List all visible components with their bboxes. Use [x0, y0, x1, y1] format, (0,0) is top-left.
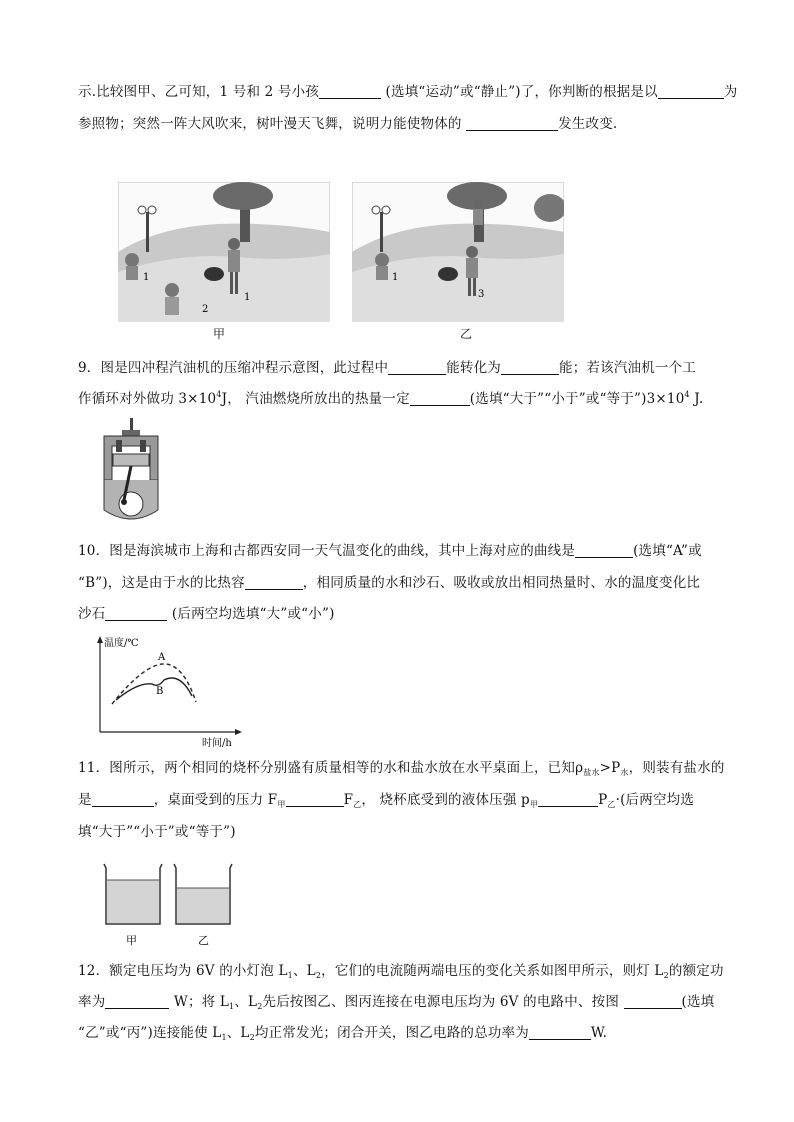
answer-blank[interactable] — [575, 543, 633, 558]
answer-blank[interactable] — [529, 1025, 591, 1040]
beaker-jia — [104, 864, 162, 924]
beaker-yi-label: 乙 — [198, 934, 209, 947]
q10-line-2: “B”)，这是由于水的比热容 ，相同质量的水和沙石、吸收或放出相同热量时、水的温度变化比 — [78, 575, 701, 591]
q10-line-3: 沙石 (后两空均选填“大”或“小”) — [78, 606, 335, 622]
q8-line-2: 参照物；突然一阵大风吹来，树叶漫天飞舞，说明力能使物体的 发生改变. — [78, 116, 618, 132]
curve-b — [116, 678, 192, 700]
answer-blank[interactable] — [388, 360, 446, 375]
q8-figure-jia — [118, 182, 330, 322]
q11-line-1: 11．图所示，两个相同的烧杯分别盛有质量相等的水和盐水放在水平桌面上，已知$\rho_{盐水}>P_水$，则装有盐水的 — [78, 760, 725, 777]
q8-line-1: 示.比较图甲、乙可知，1 号和 2 号小孩 (选填“运动”或“静止”)了，你判断的根据是以 为 — [78, 84, 738, 100]
answer-blank[interactable] — [410, 391, 470, 406]
q11-line-2: 是 ，桌面受到的压力 $F_甲$ $F_乙$， 烧杯底受到的液体压强 $p_甲$ $P_乙\cdot$(后两空均选 — [78, 792, 695, 809]
q10-line-1: 10．图是海滨城市上海和古都西安同一天气温变化的曲线，其中上海对应的曲线是 (选填“A”或 — [78, 543, 702, 559]
q12-line-3: “乙”或“丙”)连接能使 $L_1$、$L_2$均正常发光；闭合开关，图乙电路的总功率为 W. — [78, 1025, 608, 1042]
answer-blank[interactable] — [501, 360, 559, 375]
answer-blank[interactable] — [92, 792, 154, 807]
curve-b-label: B — [156, 686, 164, 697]
label-child-3: 3 — [478, 289, 485, 300]
curve-a-label: A — [158, 652, 166, 663]
q9-line-2: 作循环对外做功 $3\times 10^4J$， 汽油燃烧所放出的热量一定 (选填“大于”“小于”或“等于$”)3\times 10^4$ J. — [78, 390, 704, 407]
fig-caption-jia: 甲 — [213, 327, 226, 341]
q9-line-1: 9．图是四冲程汽油机的压缩冲程示意图，此过程中 能转化为 能；若该汽油机一个工 — [78, 360, 697, 376]
beaker-jia-label: 甲 — [126, 934, 137, 947]
beaker-yi — [174, 864, 232, 924]
answer-blank[interactable] — [286, 792, 344, 807]
x-axis-label: 时间/h — [202, 738, 232, 749]
label-child-2: 2 — [202, 304, 209, 315]
label-child-1b: 1 — [244, 292, 251, 303]
x-axis-arrow-icon — [235, 729, 242, 735]
fig-caption-yi: 乙 — [460, 327, 473, 341]
answer-blank[interactable] — [105, 994, 169, 1009]
answer-blank[interactable] — [319, 84, 381, 99]
q11-line-3: 填“大于”“小于”或“等于”) — [78, 824, 236, 840]
q11-beakers-figure — [100, 860, 250, 948]
q10-temperature-graph — [86, 632, 248, 750]
q9-engine-diagram — [100, 418, 162, 522]
q12-line-1: 12．额定电压均为 6V 的小灯泡 $L_1$、$L_2$，它们的电流随两端电压的变化关系如图甲所示，则灯 $L_2$的额定功 — [78, 963, 724, 980]
answer-blank[interactable] — [105, 606, 167, 621]
answer-blank[interactable] — [466, 116, 558, 131]
q8-figure-yi — [352, 182, 564, 322]
y-axis-label: 温度/℃ — [104, 638, 139, 649]
answer-blank[interactable] — [538, 792, 598, 807]
y-axis-arrow-icon — [97, 636, 103, 643]
answer-blank[interactable] — [624, 994, 682, 1009]
answer-blank[interactable] — [658, 84, 724, 99]
label-child-1: 1 — [143, 272, 150, 283]
q12-line-2: 率为 W；将 $L_1$、$L_2$先后按图乙、图丙连接在电源电压均为 6V 的电路中、按图 (选填 — [78, 994, 715, 1011]
label-child-1: 1 — [392, 272, 399, 283]
answer-blank[interactable] — [245, 575, 303, 590]
